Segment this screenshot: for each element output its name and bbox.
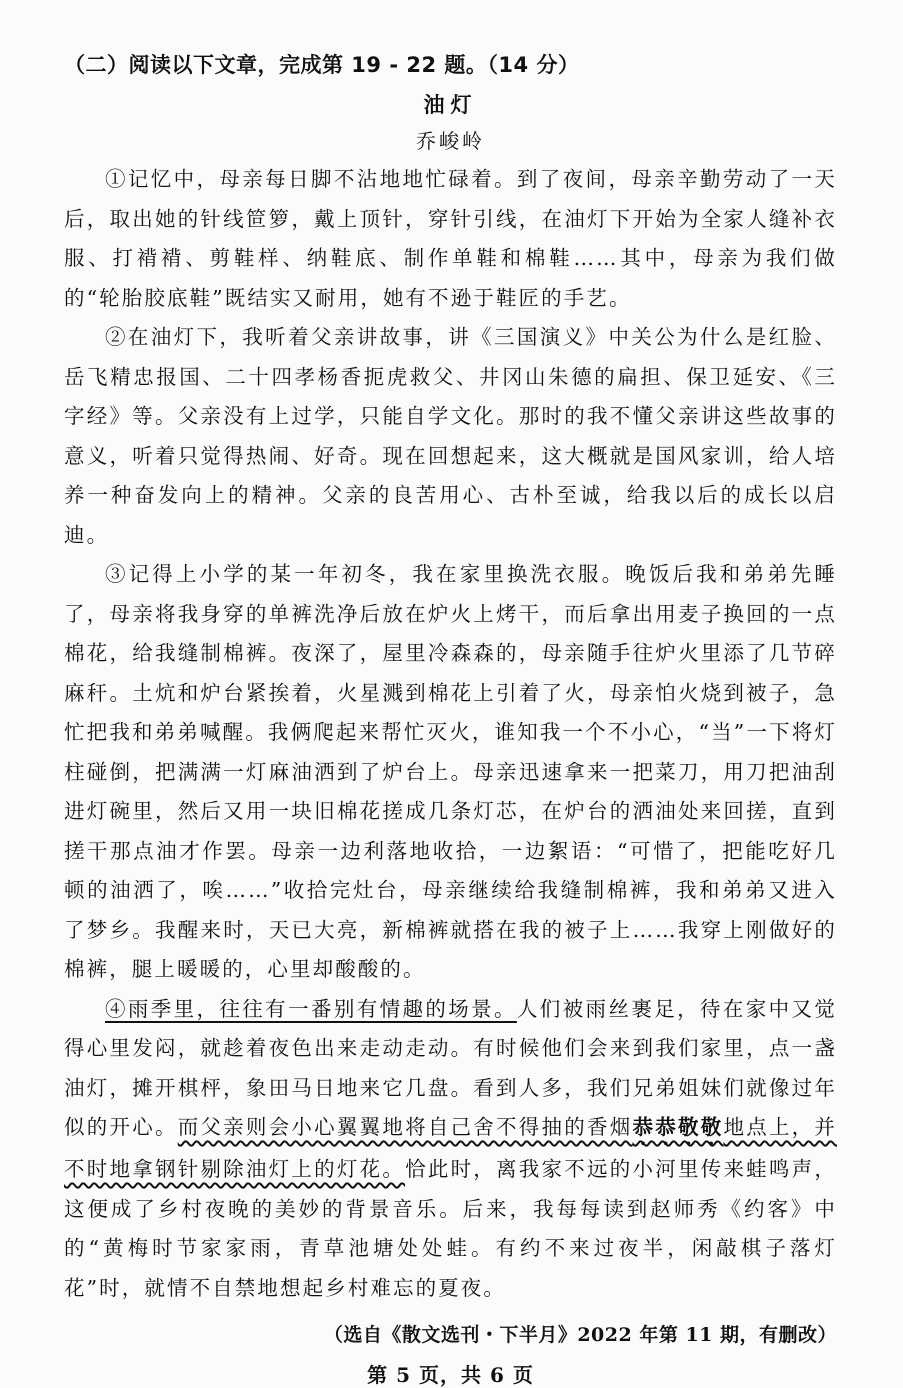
underlined-sentence: ④雨季里，往往有一番别有情趣的场景。 [105, 996, 517, 1021]
article-title: 油灯 [423, 93, 478, 117]
wavy-sentence-part-a: 而父亲则会小心翼翼地将自己舍不得抽的香烟 [177, 1115, 633, 1139]
page-footer: 第 5 页，共 6 页 [367, 1363, 534, 1387]
article-author: 乔峻岭 [416, 129, 485, 153]
paragraph-3: ③记得上小学的某一年初冬，我在家里换洗衣服。晚饭后我和弟弟先睡了，母亲将我身穿的单裤洗净后放在炉火上烤干，而后拿出用麦子换回的一点棉花，给我缝制棉裤。夜深了，屋里冷森森的，母亲随手往炉火里添了几节碎麻秆。土炕和炉台紧挨着，火星溅到棉花上引着了火，母亲怕火烧到被子，急忙把我和弟弟喊醒。我俩爬起来帮忙灭火，谁知我一个不小心，“当”一下将灯柱碰倒，把满满一灯麻油洒到了炉台上。母亲迅速拿来一把菜刀，用刀把油刮进灯碗里，然后又用一块旧棉花搓成几条灯芯，在炉台的洒油处来回搓，直到搓干那点油才作罢。母亲一边利落地收拾，一边絮语：“可惜了，把能吃好几顿的油洒了，唉……”收拾完灶台，母亲继续给我缝制棉裤，我和弟弟又进入了梦乡。我醒来时，天已大亮，新棉裤就搭在我的被子上……我穿上刚做好的棉裤，腿上暖暖的，心里却酸酸的。 [64, 562, 837, 981]
section-heading: （二）阅读以下文章，完成第 19 - 22 题。（14 分） [64, 53, 580, 77]
paragraph-1: ①记忆中，母亲每日脚不沾地地忙碌着。到了夜间，母亲辛勤劳动了一天后，取出她的针线笸箩，戴上顶针，穿针引线，在油灯下开始为全家人缝补衣服、打褙褙、剪鞋样、纳鞋底、制作单鞋和棉鞋……其中，母亲为我们做的“轮胎胶底鞋”既结实又耐用，她有不逊于鞋匠的手艺。 [64, 167, 837, 310]
paragraph-4-text-a: 人们被雨丝裹足，待在家中又觉得心里发闷，就趁着夜色出来走动走动。有时候他们会来到我们家里，点一盏油灯，摊开棋枰，象田马日地来它几盘。看到人多，我们兄弟姐妹们就像过年似的开心。 [64, 996, 837, 1139]
paragraph-2: ②在油灯下，我听着父亲讲故事，讲《三国演义》中关公为什么是红脸、岳飞精忠报国、二十四孝杨香扼虎救父、井冈山朱德的扁担、保卫延安、《三字经》等。父亲没有上过学，只能自学文化。那时的我不懂父亲讲这些故事的意义，听着只觉得热闹、好奇。现在回想起来，这大概就是国风家训，给人培养一种奋发向上的精神。父亲的良苦用心、古朴至诚，给我以后的成长以启迪。 [64, 325, 837, 547]
paragraph-4 [64, 990, 837, 1309]
dotted-emphasis-word: 恭恭敬敬 [632, 1115, 724, 1139]
article-source: （选自《散文选刊・下半月》2022 年第 11 期，有删改） [323, 1324, 837, 1346]
wavy-sentence-part-b: 地点上，并不时地拿钢针剔除油灯上的灯花。 [64, 1115, 838, 1181]
paragraph-4-text-b: 恰此时，离我家不远的小河里传来蛙鸣声，这便成了乡村夜晚的美妙的背景音乐。后来，我每每读到赵师秀《约客》中的“黄梅时节家家雨，青草池塘处处蛙。有约不来过夜半，闲敲棋子落灯花”时，就情不自禁地想起乡村难忘的夏夜。 [64, 1157, 837, 1300]
